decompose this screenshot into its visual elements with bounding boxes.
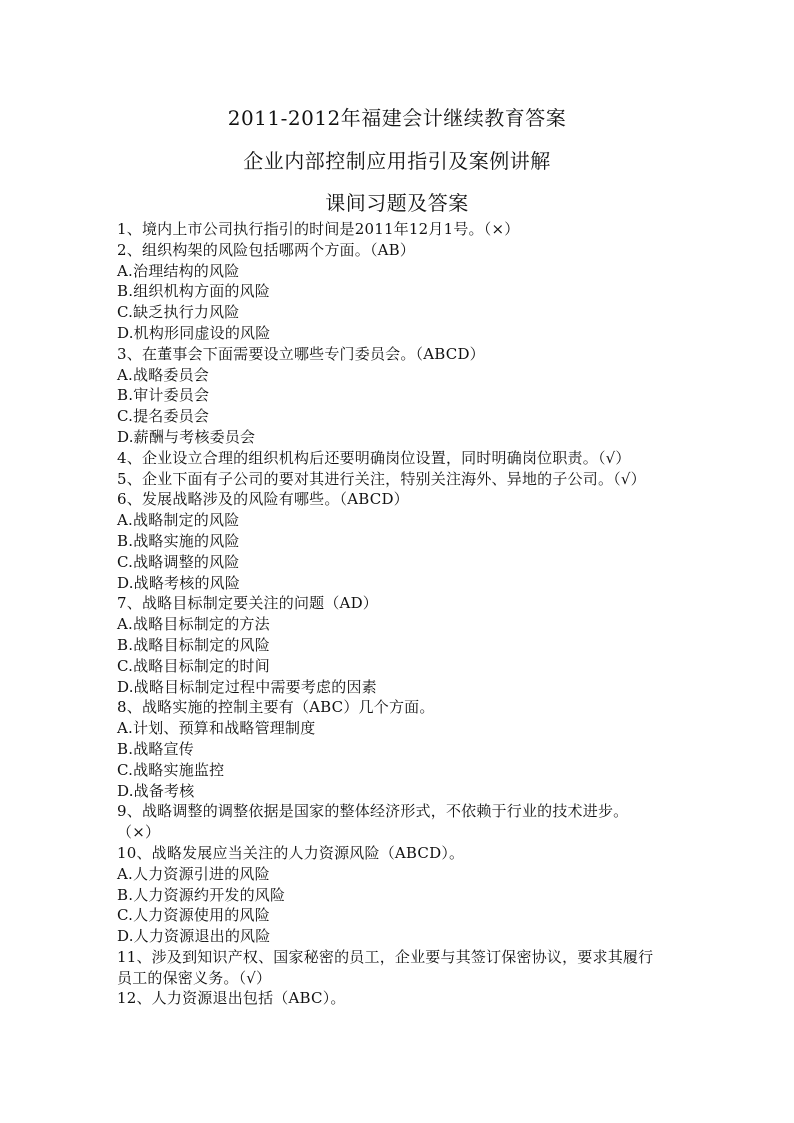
- document-subtitle: 企业内部控制应用指引及案例讲解: [243, 149, 551, 173]
- question-6: 6、发展战略涉及的风险有哪些。（ABCD）: [117, 490, 409, 509]
- section-heading: 课间习题及答案: [325, 191, 469, 215]
- option-8b: B.战略宣传: [117, 739, 194, 758]
- option-6b: B.战略实施的风险: [117, 531, 240, 550]
- question-9: 9、战略调整的调整依据是国家的整体经济形式，不依赖于行业的技术进步。: [117, 802, 629, 821]
- option-3a: A.战略委员会: [117, 365, 210, 384]
- question-2: 2、组织构架的风险包括哪两个方面。（AB）: [117, 240, 416, 259]
- question-5: 5、企业下面有子公司的要对其进行关注，特别关注海外、异地的子公司。（√）: [117, 469, 646, 488]
- question-10: 10、战略发展应当关注的人力资源风险（ABCD）。: [117, 843, 465, 862]
- answer-9: （×）: [117, 823, 161, 842]
- option-2d: D.机构形同虚设的风险: [117, 323, 271, 342]
- question-list: [117, 219, 679, 1009]
- option-7c: C.战略目标制定的时间: [117, 656, 270, 675]
- option-2c: C.缺乏执行力风险: [117, 303, 240, 322]
- option-8c: C.战略实施监控: [117, 760, 225, 779]
- option-8d: D.战备考核: [117, 781, 195, 800]
- option-3c: C.提名委员会: [117, 407, 210, 426]
- option-2a: A.治理结构的风险: [117, 261, 240, 280]
- option-6a: A.战略制定的风险: [117, 511, 240, 530]
- question-11-continuation: 员工的保密义务。（√）: [117, 968, 272, 987]
- option-10c: C.人力资源使用的风险: [117, 906, 270, 925]
- question-8: 8、战略实施的控制主要有（ABC）几个方面。: [117, 698, 435, 717]
- question-1: 1、境内上市公司执行指引的时间是2011年12月1号。（×）: [117, 220, 520, 238]
- question-11: 11、涉及到知识产权、国家秘密的员工，企业要与其签订保密协议，要求其履行: [117, 947, 654, 966]
- option-8a: A.计划、预算和战略管理制度: [117, 719, 316, 738]
- question-12: 12、人力资源退出包括（ABC）。: [117, 989, 346, 1008]
- option-7b: B.战略目标制定的风险: [117, 635, 270, 654]
- option-3b: B.审计委员会: [117, 386, 210, 405]
- option-3d: D.薪酬与考核委员会: [117, 427, 256, 446]
- option-10a: A.人力资源引进的风险: [117, 864, 270, 883]
- option-2b: B.组织机构方面的风险: [117, 282, 270, 301]
- option-6c: C.战略调整的风险: [117, 552, 240, 571]
- option-7d: D.战略目标制定过程中需要考虑的因素: [117, 677, 377, 696]
- option-6d: D.战略考核的风险: [117, 573, 241, 592]
- question-7: 7、战略目标制定要关注的问题（AD）: [117, 594, 379, 613]
- document-title: 2011-2012年福建会计继续教育答案: [227, 106, 567, 130]
- question-4: 4、企业设立合理的组织机构后还要明确岗位设置，同时明确岗位职责。（√）: [117, 448, 631, 467]
- option-10b: B.人力资源约开发的风险: [117, 885, 286, 904]
- option-10d: D.人力资源退出的风险: [117, 927, 271, 946]
- option-7a: A.战略目标制定的方法: [117, 615, 270, 634]
- question-3: 3、在董事会下面需要设立哪些专门委员会。（ABCD）: [117, 344, 485, 363]
